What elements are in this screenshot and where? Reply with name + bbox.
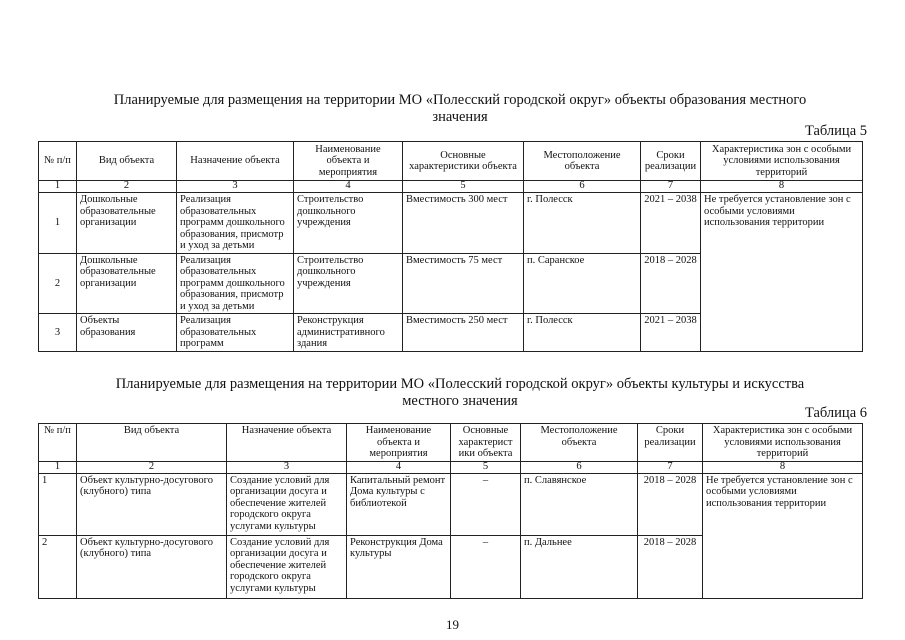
table5-colnum: 8 [701, 181, 863, 193]
table6-header-location: Местоположение объекта [521, 424, 638, 462]
table5-header-location: Местоположение объекта [524, 142, 641, 181]
page-number: 19 [446, 617, 459, 632]
object-location: г. Полесск [524, 193, 641, 254]
object-purpose: Реализация образовательных программ [177, 314, 294, 352]
table5-colnum: 3 [177, 181, 294, 193]
row-number: 2 [39, 535, 77, 598]
object-period: 2021 – 2038 [641, 193, 701, 254]
object-purpose: Реализация образовательных программ дошкольного образования, присмотр и уход за детьми [177, 253, 294, 314]
table6-header-name: Наименование объекта и мероприятия [347, 424, 451, 462]
table5-header-type: Вид объекта [77, 142, 177, 181]
table6-header-period: Сроки реализации [638, 424, 703, 462]
zones-characteristic: Не требуется установление зон с особыми условиями использования территории [703, 473, 863, 598]
object-location: п. Славянское [521, 473, 638, 535]
object-type: Дошкольные образовательные организации [77, 253, 177, 314]
object-characteristics: – [451, 535, 521, 598]
table5-header-name: Наименование объекта и мероприятия [294, 142, 403, 181]
table6-column-numbers [39, 461, 863, 473]
section1-heading-line1: Планируемые для размещения на территории МО «Полесский городской округ» объекты образования местного [113, 92, 807, 108]
object-location: п. Дальнее [521, 535, 638, 598]
object-period: 2018 – 2028 [638, 535, 703, 598]
object-purpose: Создание условий для организации досуга и обеспечение жителей городского округа услугами культуры [227, 473, 347, 535]
table5-header-chars: Основные характеристики объекта [403, 142, 524, 181]
table5-header-purpose: Назначение объекта [177, 142, 294, 181]
table6-header-purpose: Назначение объекта [227, 424, 347, 462]
table-row [39, 473, 863, 535]
object-name: Реконструкция Дома культуры [347, 535, 451, 598]
object-type: Объект культурно-досугового (клубного) типа [77, 535, 227, 598]
object-period: 2018 – 2028 [641, 253, 701, 314]
object-period: 2021 – 2038 [641, 314, 701, 352]
table6-colnum: 2 [77, 461, 227, 473]
object-location: п. Саранское [524, 253, 641, 314]
object-name: Строительство дошкольного учреждения [294, 253, 403, 314]
table5-colnum: 6 [524, 181, 641, 193]
table5-header-period: Сроки реализации [641, 142, 701, 181]
object-name: Капитальный ремонт Дома культуры с библиотекой [347, 473, 451, 535]
table6-header-row [39, 424, 863, 462]
table6-colnum: 8 [703, 461, 863, 473]
object-purpose: Реализация образовательных программ дошкольного образования, присмотр и уход за детьми [177, 193, 294, 254]
object-name: Реконструкция административного здания [294, 314, 403, 352]
table6-colnum: 6 [521, 461, 638, 473]
section2-heading-line2: местного значения [402, 393, 518, 409]
table5-header-row [39, 142, 863, 181]
object-type: Дошкольные образовательные организации [77, 193, 177, 254]
object-characteristics: Вместимость 75 мест [403, 253, 524, 314]
table6-colnum: 5 [451, 461, 521, 473]
table5-column-numbers [39, 181, 863, 193]
table5-colnum: 4 [294, 181, 403, 193]
table5-colnum: 2 [77, 181, 177, 193]
table6-colnum: 1 [39, 461, 77, 473]
row-number: 1 [39, 473, 77, 535]
section1-heading [60, 92, 860, 126]
object-location: г. Полесск [524, 314, 641, 352]
object-characteristics: Вместимость 250 мест [403, 314, 524, 352]
table5-header-zones: Характеристика зон с особыми условиями использования территорий [701, 142, 863, 181]
object-purpose: Создание условий для организации досуга и обеспечение жителей городского округа услугами культуры [227, 535, 347, 598]
object-period: 2018 – 2028 [638, 473, 703, 535]
object-characteristics: Вместимость 300 мест [403, 193, 524, 254]
table-5 [38, 141, 863, 352]
table6-header-zones: Характеристика зон с особыми условиями использования территорий [703, 424, 863, 462]
table5-colnum: 5 [403, 181, 524, 193]
row-number: 2 [39, 253, 77, 314]
table5-colnum: 7 [641, 181, 701, 193]
table6-colnum: 3 [227, 461, 347, 473]
object-type: Объекты образования [77, 314, 177, 352]
table6-label: Таблица 6 [804, 405, 867, 421]
object-type: Объект культурно-досугового (клубного) типа [77, 473, 227, 535]
table6-header-type: Вид объекта [77, 424, 227, 462]
row-number: 1 [39, 193, 77, 254]
section2-heading-line1: Планируемые для размещения на территории МО «Полесский городской округ» объекты культуры и искусства [115, 376, 805, 392]
table-6 [38, 423, 863, 599]
table5-colnum: 1 [39, 181, 77, 193]
row-number: 3 [39, 314, 77, 352]
object-characteristics: – [451, 473, 521, 535]
table5-label: Таблица 5 [804, 123, 867, 139]
table-row [39, 193, 863, 254]
section2-heading [60, 376, 860, 410]
section1-heading-line2: значения [432, 109, 488, 125]
table5-header-num: № п/п [39, 142, 77, 181]
table6-header-num: № п/п [39, 424, 77, 462]
table6-colnum: 7 [638, 461, 703, 473]
object-name: Строительство дошкольного учреждения [294, 193, 403, 254]
table6-colnum: 4 [347, 461, 451, 473]
zones-characteristic: Не требуется установление зон с особыми условиями использования территории [701, 193, 863, 352]
table6-header-chars: Основные характерист ики объекта [451, 424, 521, 462]
